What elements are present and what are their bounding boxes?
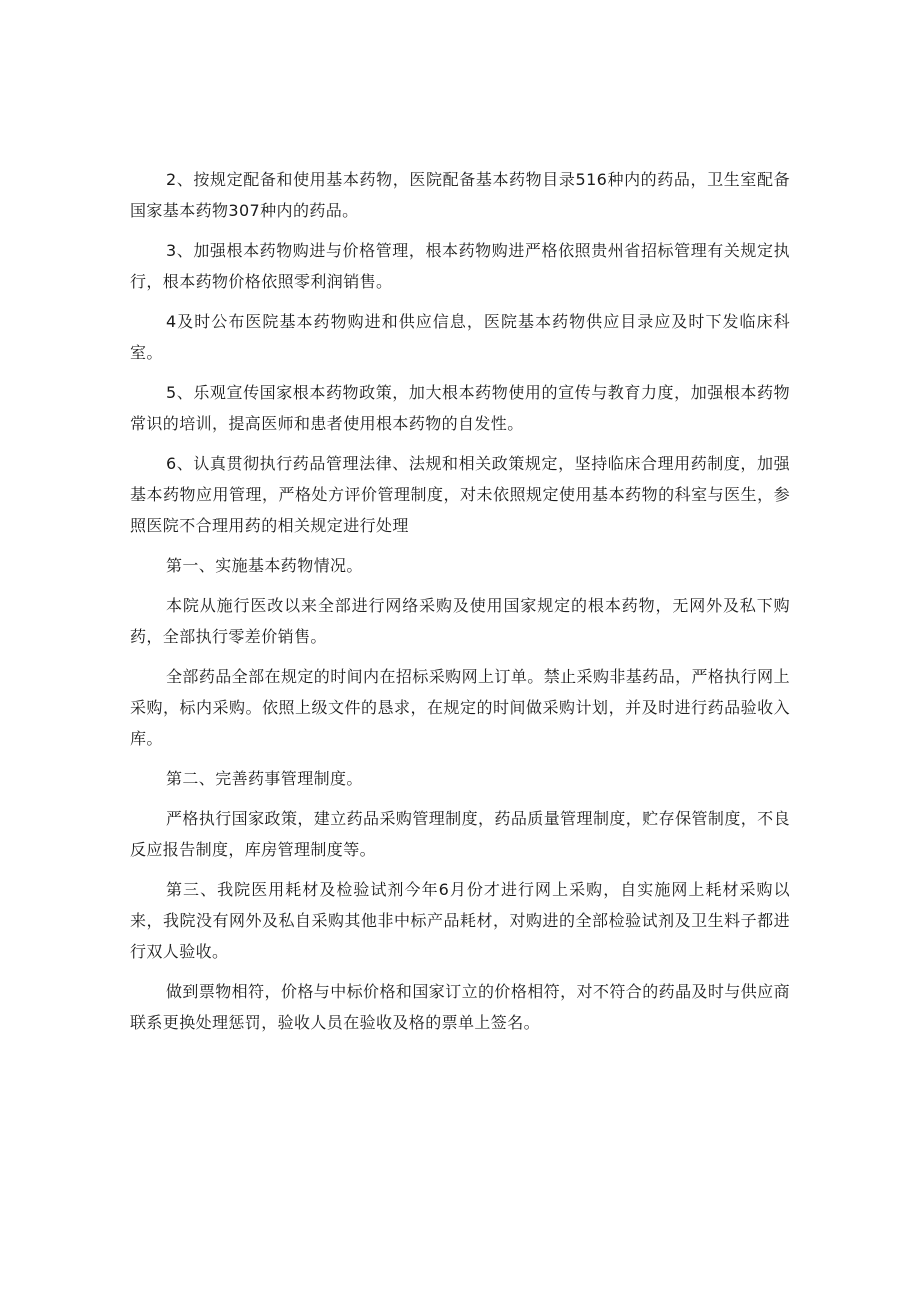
paragraph-network-procurement: 本院从施行医改以来全部进行网络采购及使用国家规定的根本药物，无网外及私下购药，全部执行零差价销售。: [130, 596, 790, 646]
paragraph-online-ordering: 全部药品全部在规定的时间内在招标采购网上订单。禁止采购非基药品，严格执行网上采购，标内采购。依照上级文件的恳求，在规定的时间做采购计划，并及时进行药品验收入库。: [130, 667, 790, 748]
paragraph-management-systems: 严格执行国家政策，建立药品采购管理制度，药品质量管理制度，贮存保管制度，不良反应报告制度，库房管理制度等。: [130, 809, 790, 859]
paragraph-item-3-procurement-price: 3、加强根本药物购进与价格管理，根本药物购进严格依照贵州省招标管理有关规定执行，根本药物价格依照零利润销售。: [130, 241, 790, 291]
document-body: [130, 164, 790, 1047]
paragraph-item-6-regulation: 6、认真贯彻执行药品管理法律、法规和相关政策规定，坚持临床合理用药制度，加强基本药物应用管理，严格处方评价管理制度，对未依照规定使用基本药物的科室与医生，参照医院不合理用药的相关规定进行处理: [130, 454, 790, 535]
section-heading-second: 第二、完善药事管理制度。: [166, 769, 363, 788]
paragraph-item-2-basic-drug-allocation: 2、按规定配备和使用基本药物，医院配备基本药物目录516种内的药品，卫生室配备国家基本药物307种内的药品。: [130, 170, 790, 220]
paragraph-item-4-publish-info: 4及时公布医院基本药物购进和供应信息，医院基本药物供应目录应及时下发临床科室。: [130, 312, 790, 362]
section-heading-third: 第三、我院医用耗材及检验试剂今年6月份才进行网上采购，自实施网上耗材采购以来，我院没有网外及私自采购其他非中标产品耗材，对购进的全部检验试剂及卫生料子都进行双人验收。: [130, 880, 790, 961]
section-heading-first: 第一、实施基本药物情况。: [166, 556, 363, 575]
paragraph-inspection-signature: 做到票物相符，价格与中标价格和国家订立的价格相符，对不符合的药晶及时与供应商联系更换处理惩罚，验收人员在验收及格的票单上签名。: [130, 982, 790, 1032]
paragraph-item-5-promotion: 5、乐观宣传国家根本药物政策，加大根本药物使用的宣传与教育力度，加强根本药物常识的培训，提高医师和患者使用根本药物的自发性。: [130, 383, 790, 433]
